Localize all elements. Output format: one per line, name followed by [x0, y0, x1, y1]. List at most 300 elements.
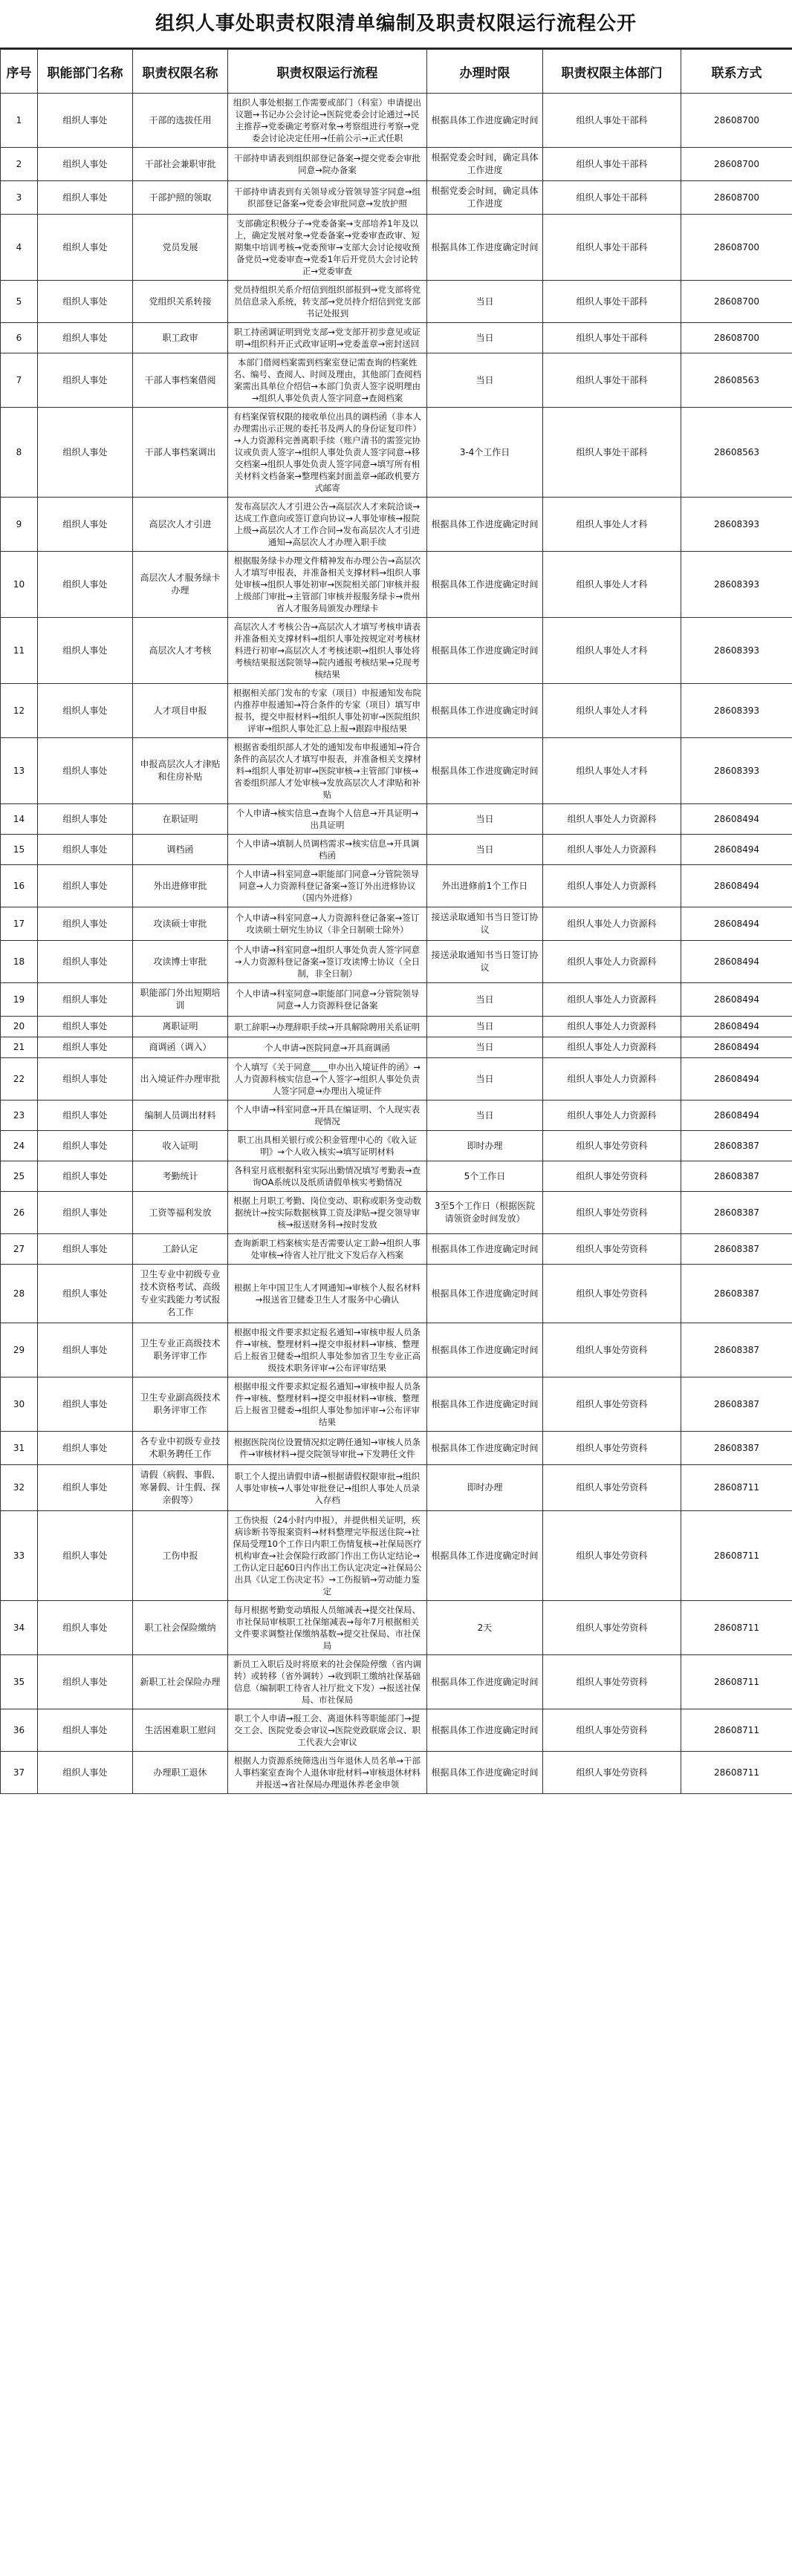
row-number: 24 — [1, 1131, 38, 1161]
phone-cell: 28608387 — [681, 1192, 792, 1234]
flow-cell: 干部持申请表到组织部登记备案→提交党委会审批同意→院办备案 — [228, 148, 427, 181]
flow-cell: 根据申报文件要求拟定报名通知→审核申报人员条件→审核、整理材料→提交申报材料→审核、整理后上报省卫健委→组织人事处参加评审→公布评审结果 — [228, 1377, 427, 1432]
phone-cell: 28608711 — [681, 1709, 792, 1752]
dept-cell: 组织人事处 — [38, 738, 133, 804]
table-row — [1, 684, 792, 738]
dept-cell: 组织人事处 — [38, 148, 133, 181]
row-number: 19 — [1, 983, 38, 1017]
owner-cell: 组织人事处劳资科 — [543, 1161, 681, 1192]
table-row — [1, 498, 792, 552]
phone-cell: 28608393 — [681, 738, 792, 804]
dept-cell: 组织人事处 — [38, 804, 133, 835]
name-cell: 人才项目申报 — [133, 684, 228, 738]
table-row — [1, 618, 792, 684]
row-number: 12 — [1, 684, 38, 738]
header-phone: 联系方式 — [681, 50, 792, 94]
time-cell: 即时办理 — [427, 1131, 543, 1161]
table-row — [1, 941, 792, 983]
flow-cell: 新员工入职后及时将原来的社会保险停缴（省内调转）或转移（省外调转）→收到职工缴纳社保基础信息（编制职工待省人社厅批文下发）→报送社保局、市社保局 — [228, 1655, 427, 1709]
owner-cell: 组织人事处干部科 — [543, 215, 681, 281]
owner-cell: 组织人事处劳资科 — [543, 1265, 681, 1323]
name-cell: 办理职工退休 — [133, 1752, 228, 1794]
name-cell: 干部护照的领取 — [133, 181, 228, 215]
flow-cell: 个人填写《关于同意____申办出入境证件的函》→人力资源科核实信息→个人签字→组织人事处负责人签字同意→办理出入境证件 — [228, 1058, 427, 1100]
dept-cell: 组织人事处 — [38, 1377, 133, 1432]
dept-cell: 组织人事处 — [38, 907, 133, 941]
name-cell: 考勤统计 — [133, 1161, 228, 1192]
table-row — [1, 94, 792, 148]
name-cell: 攻读硕士审批 — [133, 907, 228, 941]
table-row — [1, 353, 792, 408]
owner-cell: 组织人事处干部科 — [543, 408, 681, 498]
table-row — [1, 1192, 792, 1234]
flow-cell: 职工持函调证明到党支部→党支部开初步意见或证明→组织科开正式政审证明→党委盖章→密封送回 — [228, 323, 427, 353]
owner-cell: 组织人事处人才科 — [543, 498, 681, 552]
row-number: 7 — [1, 353, 38, 408]
row-number: 14 — [1, 804, 38, 835]
row-number: 10 — [1, 552, 38, 618]
time-cell: 根据具体工作进度确定时间 — [427, 1655, 543, 1709]
owner-cell: 组织人事处干部科 — [543, 181, 681, 215]
name-cell: 高层次人才服务绿卡办理 — [133, 552, 228, 618]
phone-cell: 28608711 — [681, 1511, 792, 1601]
phone-cell: 28608700 — [681, 281, 792, 323]
dept-cell: 组织人事处 — [38, 408, 133, 498]
flow-cell: 个人申请→科室同意→人力资源科登记备案→签订攻读硕士研究生协议（非全日制硕士除外） — [228, 907, 427, 941]
table-row — [1, 1655, 792, 1709]
flow-cell: 根据医院岗位设置情况拟定聘任通知→审核人员条件→审核材料→提交院领导审批→下发聘任文件 — [228, 1432, 427, 1465]
owner-cell: 组织人事处劳资科 — [543, 1709, 681, 1752]
flow-cell: 组织人事处根据工作需要或部门（科室）申请提出议题→书记办公会讨论→医院党委会讨论通过→民主推荐→党委确定考察对象→考察组进行考察→党委会讨论决定任用→任前公示→正式任职 — [228, 94, 427, 148]
owner-cell: 组织人事处劳资科 — [543, 1377, 681, 1432]
time-cell: 根据具体工作进度确定时间 — [427, 1432, 543, 1465]
row-number: 21 — [1, 1037, 38, 1058]
header-owner: 职责权限主体部门 — [543, 50, 681, 94]
owner-cell: 组织人事处人力资源科 — [543, 1058, 681, 1100]
time-cell: 根据具体工作进度确定时间 — [427, 215, 543, 281]
flow-cell: 党员持组织关系介绍信到组织部报到→党支部将党员信息录入系统，转支部→党员持介绍信到党支部书记处报到 — [228, 281, 427, 323]
flow-cell: 各科室月底根据科室实际出勤情况填写考勤表→查询OA系统以及纸质请假单核实考勤情况 — [228, 1161, 427, 1192]
flow-cell: 根据申报文件要求拟定报名通知→审核申报人员条件→审核、整理材料→提交申报材料→审核、整理后上报省卫健委→组织人事处参加省卫生专业正高级技术职务评审→公布评审结果 — [228, 1323, 427, 1377]
name-cell: 职能部门外出短期培训 — [133, 983, 228, 1017]
phone-cell: 28608494 — [681, 835, 792, 865]
owner-cell: 组织人事处劳资科 — [543, 1131, 681, 1161]
name-cell: 调档函 — [133, 835, 228, 865]
owner-cell: 组织人事处人力资源科 — [543, 941, 681, 983]
flow-cell: 每月根据考勤变动填报人员缩减表→提交社保局、市社保局审核职工社保缩减表→每年7月根据相关文件要求调整社保缴纳基数→提交社保局、市社保局 — [228, 1601, 427, 1655]
table-row — [1, 738, 792, 804]
row-number: 25 — [1, 1161, 38, 1192]
name-cell: 商调函（调入） — [133, 1037, 228, 1058]
row-number: 36 — [1, 1709, 38, 1752]
header-dept: 职能部门名称 — [38, 50, 133, 94]
dept-cell: 组织人事处 — [38, 181, 133, 215]
row-number: 26 — [1, 1192, 38, 1234]
name-cell: 攻读博士审批 — [133, 941, 228, 983]
dept-cell: 组织人事处 — [38, 1432, 133, 1465]
row-number: 35 — [1, 1655, 38, 1709]
time-cell: 根据具体工作进度确定时间 — [427, 1709, 543, 1752]
row-number: 29 — [1, 1323, 38, 1377]
table-row — [1, 1601, 792, 1655]
name-cell: 各专业中初级专业技术职务聘任工作 — [133, 1432, 228, 1465]
table-row — [1, 1377, 792, 1432]
time-cell: 根据具体工作进度确定时间 — [427, 1511, 543, 1601]
name-cell: 收入证明 — [133, 1131, 228, 1161]
time-cell: 根据具体工作进度确定时间 — [427, 618, 543, 684]
time-cell: 接送录取通知书当日签订协议 — [427, 907, 543, 941]
flow-cell: 根据上年中国卫生人才网通知→审核个人报名材料→报送省卫健委卫生人才服务中心确认 — [228, 1265, 427, 1323]
owner-cell: 组织人事处人才科 — [543, 552, 681, 618]
time-cell: 接送录取通知书当日签订协议 — [427, 941, 543, 983]
row-number: 18 — [1, 941, 38, 983]
flow-cell: 职工个人申请→报工会、离退休科等职能部门→提交工会、医院党委会审议→医院党政联席会议、职工代表大会审议 — [228, 1709, 427, 1752]
row-number: 28 — [1, 1265, 38, 1323]
phone-cell: 28608700 — [681, 215, 792, 281]
name-cell: 卫生专业正高级技术职务评审工作 — [133, 1323, 228, 1377]
time-cell: 根据党委会时间，确定具体工作进度 — [427, 148, 543, 181]
row-number: 13 — [1, 738, 38, 804]
flow-cell: 个人申请→科室同意→职能部门同意→分管院领导同意→人力资源科登记备案 — [228, 983, 427, 1017]
owner-cell: 组织人事处劳资科 — [543, 1655, 681, 1709]
row-number: 15 — [1, 835, 38, 865]
row-number: 3 — [1, 181, 38, 215]
row-number: 31 — [1, 1432, 38, 1465]
name-cell: 职工社会保险缴纳 — [133, 1601, 228, 1655]
phone-cell: 28608387 — [681, 1323, 792, 1377]
name-cell: 申报高层次人才津贴和住房补贴 — [133, 738, 228, 804]
time-cell: 当日 — [427, 1058, 543, 1100]
owner-cell: 组织人事处劳资科 — [543, 1192, 681, 1234]
phone-cell: 28608494 — [681, 1017, 792, 1037]
row-number: 16 — [1, 865, 38, 907]
name-cell: 请假（病假、事假、寒暑假、计生假、探亲假等） — [133, 1465, 228, 1511]
time-cell: 根据具体工作进度确定时间 — [427, 1377, 543, 1432]
time-cell: 根据具体工作进度确定时间 — [427, 738, 543, 804]
name-cell: 干部社会兼职审批 — [133, 148, 228, 181]
dept-cell: 组织人事处 — [38, 1131, 133, 1161]
bottom-margin — [0, 1794, 792, 1839]
time-cell: 根据具体工作进度确定时间 — [427, 1265, 543, 1323]
row-number: 8 — [1, 408, 38, 498]
dept-cell: 组织人事处 — [38, 835, 133, 865]
name-cell: 工龄认定 — [133, 1234, 228, 1265]
time-cell: 2天 — [427, 1601, 543, 1655]
table-row — [1, 907, 792, 941]
time-cell: 根据具体工作进度确定时间 — [427, 498, 543, 552]
responsibility-table — [0, 49, 792, 1794]
owner-cell: 组织人事处人力资源科 — [543, 983, 681, 1017]
table-row — [1, 1323, 792, 1377]
table-row — [1, 865, 792, 907]
phone-cell: 28608563 — [681, 353, 792, 408]
header-no: 序号 — [1, 50, 38, 94]
flow-cell: 个人申请→填制人员调档需求→核实信息→开具调档函 — [228, 835, 427, 865]
dept-cell: 组织人事处 — [38, 215, 133, 281]
time-cell: 根据具体工作进度确定时间 — [427, 94, 543, 148]
flow-cell: 个人申请→科室同意→职能部门同意→分管院领导同意→人力资源科登记备案→签订外出进修协议（国内外进修） — [228, 865, 427, 907]
dept-cell: 组织人事处 — [38, 1192, 133, 1234]
time-cell: 外出进修前1个工作日 — [427, 865, 543, 907]
table-row — [1, 983, 792, 1017]
time-cell: 根据具体工作进度确定时间 — [427, 1323, 543, 1377]
table-row — [1, 281, 792, 323]
table-row — [1, 552, 792, 618]
flow-cell: 个人申请→医院同意→开具商调函 — [228, 1037, 427, 1058]
time-cell: 根据党委会时间，确定具体工作进度 — [427, 181, 543, 215]
dept-cell: 组织人事处 — [38, 1161, 133, 1192]
phone-cell: 28608563 — [681, 408, 792, 498]
flow-cell: 个人申请→核实信息→查询个人信息→开具证明→出具证明 — [228, 804, 427, 835]
dept-cell: 组织人事处 — [38, 94, 133, 148]
flow-cell: 个人申请→科室同意→开具在编证明、个人现实表现情况 — [228, 1100, 427, 1131]
owner-cell: 组织人事处人才科 — [543, 684, 681, 738]
flow-cell: 根据上月职工考勤、岗位变动、职称或职务变动数据统计→按实际数据核算工资及津贴→提交领导审核→报送财务科→按时发放 — [228, 1192, 427, 1234]
name-cell: 生活困难职工慰问 — [133, 1709, 228, 1752]
flow-cell: 根据服务绿卡办理文件精神发布办理公告→高层次人才填写申报表，并准备相关支撑材料→组织人事处审核→组织人事处初审→医院相关部门审核并报上级部门审批→主管部门审核并报服务绿卡→贵州省人才服务局颁发办理绿卡 — [228, 552, 427, 618]
name-cell: 出入境证件办理审批 — [133, 1058, 228, 1100]
table-row — [1, 1131, 792, 1161]
table-row — [1, 1100, 792, 1131]
time-cell: 根据具体工作进度确定时间 — [427, 684, 543, 738]
owner-cell: 组织人事处干部科 — [543, 281, 681, 323]
time-cell: 根据具体工作进度确定时间 — [427, 1752, 543, 1794]
flow-cell: 根据人力资源系统筛选出当年退休人员名单→干部人事档案室查询个人退休审批材料→审核退休材料并报送→省社保局办理退休养老金申领 — [228, 1752, 427, 1794]
time-cell: 当日 — [427, 835, 543, 865]
owner-cell: 组织人事处劳资科 — [543, 1465, 681, 1511]
row-number: 22 — [1, 1058, 38, 1100]
name-cell: 外出进修审批 — [133, 865, 228, 907]
flow-cell: 本部门借阅档案需到档案室登记需查询的档案姓名、编号、查阅人、时间及理由，其他部门查阅档案需出具单位介绍信→本部门负责人签字说明理由→组织人事处负责人签字同意→查阅档案 — [228, 353, 427, 408]
time-cell: 当日 — [427, 1017, 543, 1037]
name-cell: 卫生专业中初级专业技术资格考试、高级专业实践能力考试报名工作 — [133, 1265, 228, 1323]
name-cell: 党员发展 — [133, 215, 228, 281]
dept-cell: 组织人事处 — [38, 1323, 133, 1377]
time-cell: 当日 — [427, 983, 543, 1017]
name-cell: 职工政审 — [133, 323, 228, 353]
owner-cell: 组织人事处人才科 — [543, 618, 681, 684]
row-number: 32 — [1, 1465, 38, 1511]
row-number: 23 — [1, 1100, 38, 1131]
phone-cell: 28608387 — [681, 1265, 792, 1323]
phone-cell: 28608711 — [681, 1752, 792, 1794]
row-number: 37 — [1, 1752, 38, 1794]
header-flow: 职责权限运行流程 — [228, 50, 427, 94]
flow-cell: 有档案保管权限的接收单位出具的调档函（非本人办理需出示正规的委托书及两人的身份证复印件）→人力资源科完善离职手续（账户清书的需签完协议或负责人签字→组织人事处负责人签字同意→移交档案→组织人事处负责人签字同意→填写所有相关材料文档备案→整理档案封面盖章→邮政机要方式邮寄 — [228, 408, 427, 498]
owner-cell: 组织人事处劳资科 — [543, 1511, 681, 1601]
row-number: 11 — [1, 618, 38, 684]
dept-cell: 组织人事处 — [38, 1655, 133, 1709]
phone-cell: 28608494 — [681, 1058, 792, 1100]
row-number: 30 — [1, 1377, 38, 1432]
dept-cell: 组织人事处 — [38, 1511, 133, 1601]
flow-cell: 职工出具相关银行或公积金管理中心的《收入证明》→个人收入核实→填写证明材料 — [228, 1131, 427, 1161]
owner-cell: 组织人事处人力资源科 — [543, 1100, 681, 1131]
name-cell: 高层次人才考核 — [133, 618, 228, 684]
phone-cell: 28608393 — [681, 552, 792, 618]
phone-cell: 28608494 — [681, 983, 792, 1017]
time-cell: 3至5个工作日（根据医院请领资金时间发放） — [427, 1192, 543, 1234]
row-number: 4 — [1, 215, 38, 281]
table-row — [1, 1017, 792, 1037]
row-number: 2 — [1, 148, 38, 181]
phone-cell: 28608711 — [681, 1655, 792, 1709]
time-cell: 即时办理 — [427, 1465, 543, 1511]
table-row — [1, 1234, 792, 1265]
dept-cell: 组织人事处 — [38, 498, 133, 552]
owner-cell: 组织人事处人力资源科 — [543, 1017, 681, 1037]
owner-cell: 组织人事处人力资源科 — [543, 907, 681, 941]
table-row — [1, 408, 792, 498]
table-body — [1, 94, 792, 1794]
flow-cell: 干部持申请表到有关领导或分管领导签字同意→组织部登记备案→党委会审批同意→发放护照 — [228, 181, 427, 215]
time-cell: 当日 — [427, 323, 543, 353]
phone-cell: 28608494 — [681, 865, 792, 907]
dept-cell: 组织人事处 — [38, 983, 133, 1017]
table-row — [1, 181, 792, 215]
dept-cell: 组织人事处 — [38, 1058, 133, 1100]
phone-cell: 28608494 — [681, 907, 792, 941]
owner-cell: 组织人事处人力资源科 — [543, 835, 681, 865]
phone-cell: 28608387 — [681, 1432, 792, 1465]
table-row — [1, 215, 792, 281]
phone-cell: 28608494 — [681, 1100, 792, 1131]
flow-cell: 根据省委组织部人才处的通知发布申报通知→符合条件的高层次人才填写申报表，并准备相关支撑材料→组织人事处初审→医院审核→主管部门审核→省委组织部人才处审核→发放高层次人才津贴和补贴 — [228, 738, 427, 804]
table-row — [1, 1709, 792, 1752]
dept-cell: 组织人事处 — [38, 1265, 133, 1323]
owner-cell: 组织人事处人力资源科 — [543, 804, 681, 835]
phone-cell: 28608387 — [681, 1131, 792, 1161]
time-cell: 当日 — [427, 1037, 543, 1058]
page-title: 组织人事处职责权限清单编制及职责权限运行流程公开 — [0, 0, 792, 49]
owner-cell: 组织人事处干部科 — [543, 353, 681, 408]
owner-cell: 组织人事处干部科 — [543, 323, 681, 353]
owner-cell: 组织人事处人力资源科 — [543, 865, 681, 907]
flow-cell: 支部确定积极分子→党委备案→支部培养1年及以上，确定发展对象→党委备案→党委审查政审、短期集中培训考核→党委预审→支部大会讨论接收预备党员→党委审查→党委1年后开党员大会讨论转正→党委审查 — [228, 215, 427, 281]
row-number: 33 — [1, 1511, 38, 1601]
time-cell: 当日 — [427, 804, 543, 835]
dept-cell: 组织人事处 — [38, 281, 133, 323]
dept-cell: 组织人事处 — [38, 353, 133, 408]
name-cell: 新职工社会保险办理 — [133, 1655, 228, 1709]
table-row — [1, 1465, 792, 1511]
phone-cell: 28608700 — [681, 94, 792, 148]
table-row — [1, 1161, 792, 1192]
name-cell: 干部的选拔任用 — [133, 94, 228, 148]
dept-cell: 组织人事处 — [38, 552, 133, 618]
table-row — [1, 148, 792, 181]
name-cell: 工资等福利发放 — [133, 1192, 228, 1234]
dept-cell: 组织人事处 — [38, 684, 133, 738]
table-row — [1, 804, 792, 835]
row-number: 17 — [1, 907, 38, 941]
flow-cell: 工伤快报（24小时内申报），并提供相关证明，疾病诊断书等报案资料→材料整理完毕报送住院→社保局受理10个工作日内职工伤情复核→社保局医疗机构审查→社会保险行政部门作出工伤认定结论→工伤认定日起60日内作出工伤认定决定→社保局公出具《认定工伤决定书》→工伤报销→劳动能力鉴定 — [228, 1511, 427, 1601]
flow-cell: 发布高层次人才引进公告→高层次人才来院洽谈→达成工作意向或签订意向协议→人事处审核→报院上级→高层次人才工作合同→发布高层次人才引进通知→高层次人才办理入职手续 — [228, 498, 427, 552]
flow-cell: 根据相关部门发布的专家（项目）申报通知发布院内推荐申报通知→符合条件的专家（项目）填写申报书，提交申报材料→组织人事处初审→医院组织评审→组织人事处汇总上报→跟踪申报结果 — [228, 684, 427, 738]
table-row — [1, 1265, 792, 1323]
owner-cell: 组织人事处人才科 — [543, 738, 681, 804]
row-number: 9 — [1, 498, 38, 552]
dept-cell: 组织人事处 — [38, 1100, 133, 1131]
flow-cell: 职工辞职→办理辞职手续→开具解除聘用关系证明 — [228, 1017, 427, 1037]
phone-cell: 28608700 — [681, 148, 792, 181]
dept-cell: 组织人事处 — [38, 1234, 133, 1265]
row-number: 5 — [1, 281, 38, 323]
time-cell: 根据具体工作进度确定时间 — [427, 552, 543, 618]
dept-cell: 组织人事处 — [38, 865, 133, 907]
dept-cell: 组织人事处 — [38, 1709, 133, 1752]
owner-cell: 组织人事处劳资科 — [543, 1601, 681, 1655]
owner-cell: 组织人事处劳资科 — [543, 1432, 681, 1465]
name-cell: 工伤申报 — [133, 1511, 228, 1601]
table-row — [1, 323, 792, 353]
flow-cell: 个人申请→科室同意→组织人事处负责人签字同意→人力资源科登记备案→签订攻读博士协议（全日制，非全日制） — [228, 941, 427, 983]
phone-cell: 28608700 — [681, 323, 792, 353]
row-number: 6 — [1, 323, 38, 353]
row-number: 1 — [1, 94, 38, 148]
flow-cell: 查询新职工档案核实是否需要认定工龄→组织人事处审核→待省人社厅批文下发后存入档案 — [228, 1234, 427, 1265]
phone-cell: 28608494 — [681, 804, 792, 835]
dept-cell: 组织人事处 — [38, 323, 133, 353]
table-row — [1, 1752, 792, 1794]
time-cell: 3-4个工作日 — [427, 408, 543, 498]
table-row — [1, 835, 792, 865]
owner-cell: 组织人事处劳资科 — [543, 1234, 681, 1265]
table-row — [1, 1037, 792, 1058]
row-number: 27 — [1, 1234, 38, 1265]
name-cell: 在职证明 — [133, 804, 228, 835]
flow-cell: 高层次人才考核公告→高层次人才填写考核申请表并准备相关支撑材料→组织人事处按规定对考核材料进行初审→高层次人才考核述职→组织人事处将考核结果报送院领导→院内通报考核结果→兑现考核结果 — [228, 618, 427, 684]
header-time: 办理时限 — [427, 50, 543, 94]
phone-cell: 28608494 — [681, 941, 792, 983]
dept-cell: 组织人事处 — [38, 1037, 133, 1058]
name-cell: 党组织关系转接 — [133, 281, 228, 323]
time-cell: 当日 — [427, 1100, 543, 1131]
owner-cell: 组织人事处人力资源科 — [543, 1037, 681, 1058]
table-row — [1, 1432, 792, 1465]
owner-cell: 组织人事处干部科 — [543, 94, 681, 148]
header-name: 职责权限名称 — [133, 50, 228, 94]
row-number: 20 — [1, 1017, 38, 1037]
time-cell: 当日 — [427, 353, 543, 408]
flow-cell: 职工个人提出请假申请→根据请假权限审批→组织人事处审核→人事处审批登记→组织人事处人员录入存档 — [228, 1465, 427, 1511]
name-cell: 编制人员调出材料 — [133, 1100, 228, 1131]
phone-cell: 28608387 — [681, 1377, 792, 1432]
row-number: 34 — [1, 1601, 38, 1655]
phone-cell: 28608494 — [681, 1037, 792, 1058]
dept-cell: 组织人事处 — [38, 1465, 133, 1511]
name-cell: 高层次人才引进 — [133, 498, 228, 552]
table-row — [1, 1058, 792, 1100]
dept-cell: 组织人事处 — [38, 618, 133, 684]
phone-cell: 28608711 — [681, 1601, 792, 1655]
phone-cell: 28608700 — [681, 181, 792, 215]
dept-cell: 组织人事处 — [38, 941, 133, 983]
phone-cell: 28608711 — [681, 1465, 792, 1511]
owner-cell: 组织人事处干部科 — [543, 148, 681, 181]
dept-cell: 组织人事处 — [38, 1601, 133, 1655]
time-cell: 根据具体工作进度确定时间 — [427, 1234, 543, 1265]
owner-cell: 组织人事处劳资科 — [543, 1323, 681, 1377]
name-cell: 干部人事档案调出 — [133, 408, 228, 498]
phone-cell: 28608387 — [681, 1161, 792, 1192]
name-cell: 干部人事档案借阅 — [133, 353, 228, 408]
table-header-row — [1, 50, 792, 94]
time-cell: 当日 — [427, 281, 543, 323]
phone-cell: 28608393 — [681, 684, 792, 738]
phone-cell: 28608393 — [681, 498, 792, 552]
dept-cell: 组织人事处 — [38, 1017, 133, 1037]
